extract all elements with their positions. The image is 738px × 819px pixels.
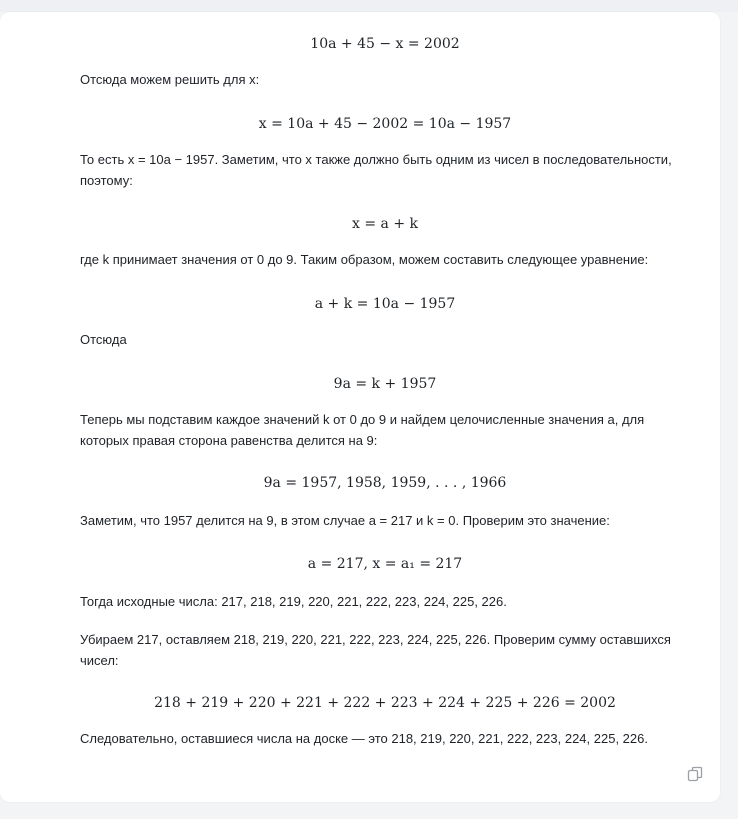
formula-line: a = 217, x = a₁ = 217 [307,556,463,572]
assistant-message-card [0,12,720,802]
top-fade [0,0,738,12]
paragraph: Убираем 217, оставляем 218, 219, 220, 221, 222, 223, 224, 225, 226. Проверим сумму оставшихся чисел: [80,632,671,668]
paragraph: Теперь мы подставим каждое значений k от 0 до 9 и найдем целочисленные значения a, для которых правая сторона равенства делится на 9: [80,412,645,448]
formula-line: 10a + 45 − x = 2002 [310,36,460,52]
paragraph: Отсюда [80,332,127,347]
paragraph: где k принимает значения от 0 до 9. Таким образом, можем составить следующее уравнение: [80,252,649,267]
paragraph: Заметим, что 1957 делится на 9, в этом случае a = 217 и k = 0. Проверим это значение: [80,513,610,528]
paragraph: То есть x = 10a − 1957. Заметим, что x также должно быть одним из чисел в последовательности, поэтому: [80,152,672,188]
paragraph: Тогда исходные числа: 217, 218, 219, 220, 221, 222, 223, 224, 225, 226. [80,594,507,609]
formula-line: a + k = 10a − 1957 [314,296,456,312]
formula-line: x = a + k [352,216,418,232]
copy-icon [687,766,703,782]
formula-line: x = 10a + 45 − 2002 = 10a − 1957 [258,116,512,132]
paragraph: Следовательно, оставшиеся числа на доске — это 218, 219, 220, 221, 222, 223, 224, 225, 226. [80,731,648,746]
formula-line: 9a = k + 1957 [333,376,437,392]
paragraph: Отсюда можем решить для x: [80,72,260,87]
formula-line: 9a = 1957, 1958, 1959, . . . , 1966 [263,475,507,491]
formula-line: 218 + 219 + 220 + 221 + 222 + 223 + 224 + 225 + 226 = 2002 [154,695,616,711]
copy-button[interactable] [687,766,703,782]
